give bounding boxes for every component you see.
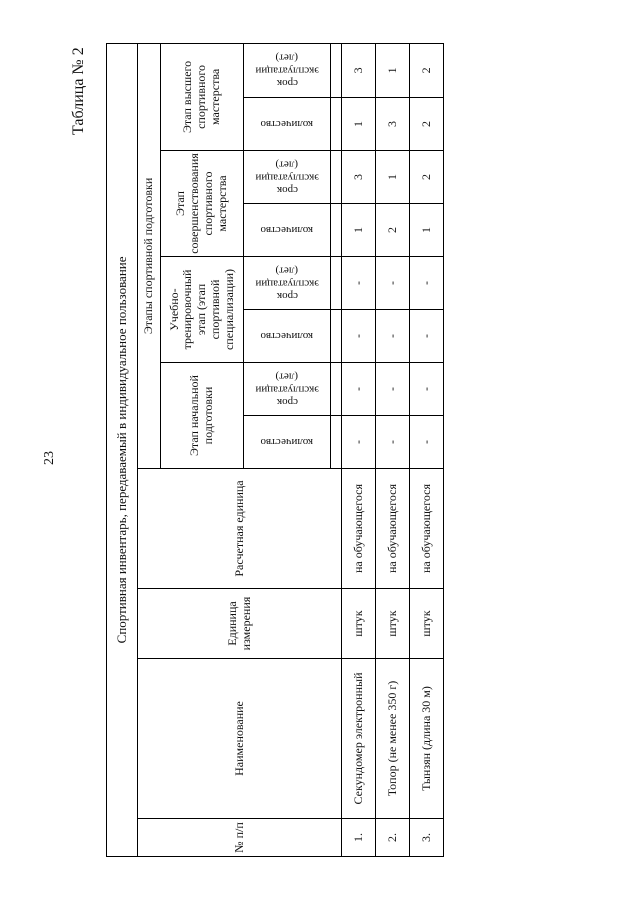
table-caption: Спортивная инвентарь, передаваемый в индивидуальное пользование [107,43,138,856]
row-calc-unit: на обучающегося [376,469,410,589]
cell-value: - [376,416,410,469]
subheader-term [244,151,331,204]
cell-value: - [410,363,444,416]
cell-value: - [376,310,410,363]
header-stage-1: Этап начальной подготовки [161,363,244,469]
cell-value: - [410,310,444,363]
subheader-qty [244,98,331,151]
subheader-term-text: срок эксплуатации (лет) [255,264,319,302]
header-unit: Единица измерения [138,589,342,659]
subheader-qty [244,204,331,257]
header-stage-2: Учебно-тренировочный этап (этап спортивной специализации) [161,257,244,363]
row-calc-unit: на обучающегося [410,469,444,589]
cell-value: - [410,257,444,310]
subheader-term-text: срок эксплуатации (лет) [255,52,319,90]
subheader-term [244,363,331,416]
row-num: 1. [342,819,376,857]
header-num: № п/п [138,819,342,857]
subheader-term [244,257,331,310]
row-name: Секундомер электронный [342,659,376,819]
header-stages-group: Этапы спортивной подготовки [138,43,161,468]
row-unit: штук [376,589,410,659]
row-name: Топор (не менее 350 г) [376,659,410,819]
subheader-qty-text: количество [260,436,314,449]
cell-value: 3 [342,43,376,97]
cell-value: 1 [342,204,376,257]
cell-value: - [410,416,444,469]
subheader-qty [244,416,331,469]
subheader-term-text: срок эксплуатации (лет) [255,370,319,408]
row-unit: штук [342,589,376,659]
cell-value: - [342,310,376,363]
header-stage-4: Этап высшего спортивного мастерства [161,43,244,150]
equipment-table [106,43,444,857]
cell-value: 1 [342,98,376,151]
table-row [342,43,376,856]
row-name: Тынзян (длина 30 м) [410,659,444,819]
cell-value: 2 [410,98,444,151]
row-num: 2. [376,819,410,857]
cell-value: 2 [376,204,410,257]
table-row [410,43,444,856]
cell-value: - [342,257,376,310]
cell-value: - [342,363,376,416]
header-name: Наименование [138,659,342,819]
subheader-term [244,43,331,97]
cell-value: 1 [376,43,410,97]
row-num: 3. [410,819,444,857]
row-unit: штук [410,589,444,659]
cell-value: 2 [410,151,444,204]
row-calc-unit: на обучающегося [342,469,376,589]
subheader-term-text: срок эксплуатации (лет) [255,158,319,196]
cell-value: - [376,363,410,416]
subheader-qty-text: количество [260,224,314,237]
cell-value: - [376,257,410,310]
cell-value: 2 [410,43,444,97]
cell-value: 3 [342,151,376,204]
table-row [376,43,410,856]
cell-value: 1 [376,151,410,204]
header-calc-unit: Расчетная единица [138,469,342,589]
cell-value: 3 [376,98,410,151]
cell-value: - [342,416,376,469]
table-title: Таблица № 2 [70,47,87,135]
subheader-qty-text: количество [260,118,314,131]
header-stage-3: Этап совершенствования спортивного мастерства [161,151,244,257]
cell-value: 1 [410,204,444,257]
page-number: 23 [42,451,57,465]
subheader-qty-text: количество [260,330,314,343]
subheader-qty [244,310,331,363]
